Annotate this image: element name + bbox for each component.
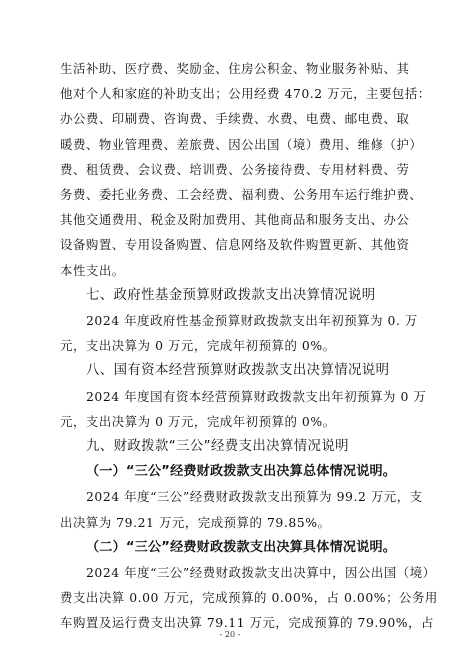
body-line: 2024 年度政府性基金预算财政拨款支出年初预算为 0. 万 (86, 313, 418, 329)
body-line: 元，支出决算为 0 万元，完成年初预算的 0%。 (60, 413, 336, 429)
body-line: 费支出决算 0.00 万元，完成预算的 0.00%，占 0.00%；公务用 (60, 590, 438, 606)
body-line: 他对个人和家庭的补助支出；公用经费 470.2 万元，主要包括： (60, 86, 431, 102)
body-line: 生活补助、医疗费、奖励金、住房公积金、物业服务补贴、其 (60, 61, 410, 76)
body-line: 暖费、物业管理费、差旅费、因公出国（境）费用、维修（护） (60, 136, 423, 152)
body-line: 办公费、印刷费、咨询费、手续费、水费、电费、邮电费、取 (60, 111, 410, 127)
body-line: 本性支出。 (60, 262, 125, 278)
section-heading: 八、国有资本经营预算财政拨款支出决算情况说明 (86, 363, 390, 379)
section-heading: 七、政府性基金预算财政拨款支出决算情况说明 (86, 287, 376, 303)
page-content (60, 56, 438, 636)
body-line: 车购置及运行费支出决算 79.11 万元，完成预算的 79.90%，占 (60, 615, 434, 631)
body-line: 2024 年度“三公”经费财政拨款支出预算为 99.2 万元，支 (86, 489, 423, 505)
body-line: 费、租赁费、会议费、培训费、公务接待费、专用材料费、劳 (60, 161, 410, 177)
body-line: 2024 年度“三公”经费财政拨款支出决算中，因公出国（境） (86, 565, 436, 581)
body-line: 务费、委托业务费、工会经费、福利费、公务用车运行维护费、 (60, 187, 423, 203)
subsection-heading: （二）“三公”经费财政拨款支出决算具体情况说明。 (86, 539, 397, 555)
body-line: 其他交通费用、税金及附加费用、其他商品和服务支出、办公 (60, 212, 410, 228)
page-number: - 20 - (219, 630, 241, 639)
body-line: 2024 年度国有资本经营预算财政拨款支出年初预算为 0 万 (86, 388, 427, 404)
section-heading: 九、财政拨款“三公”经费支出决算情况说明 (86, 439, 349, 455)
body-line: 设备购置、专用设备购置、信息网络及软件购置更新、其他资 (60, 237, 410, 253)
body-line: 出决算为 79.21 万元，完成预算的 79.85%。 (60, 514, 331, 530)
body-line: 元，支出决算为 0 万元，完成年初预算的 0%。 (60, 338, 336, 354)
subsection-heading: （一）“三公”经费财政拨款支出决算总体情况说明。 (86, 464, 397, 480)
